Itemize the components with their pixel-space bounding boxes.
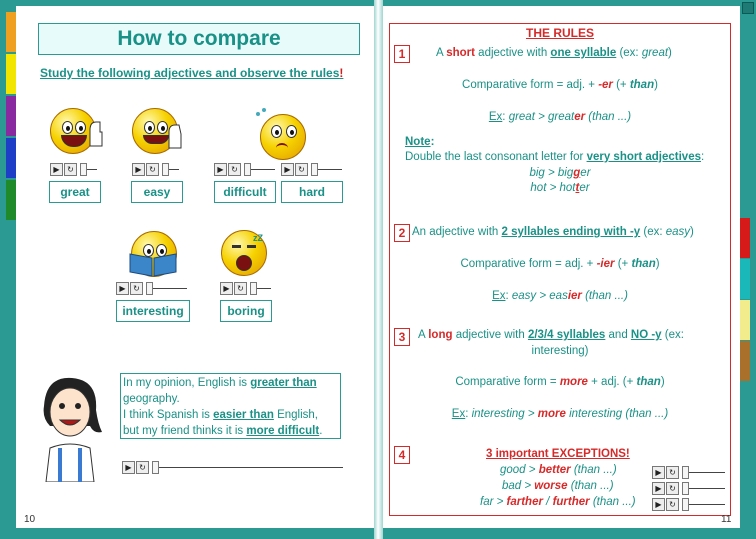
note-label: Note: bbox=[405, 136, 435, 148]
tab-brown[interactable] bbox=[740, 341, 750, 381]
replay-icon[interactable]: ↻ bbox=[666, 466, 679, 479]
word-difficult[interactable]: difficult bbox=[214, 181, 276, 203]
rule-3-number: 3 bbox=[394, 328, 410, 346]
left-page bbox=[16, 6, 374, 528]
progress-handle[interactable] bbox=[146, 282, 153, 295]
rule-4-number: 4 bbox=[394, 446, 410, 464]
progress-handle[interactable] bbox=[250, 282, 257, 295]
left-color-tabs bbox=[6, 12, 16, 222]
rule-2-example: Ex: easy > easier (than ...) bbox=[492, 290, 628, 302]
progress-track[interactable] bbox=[257, 288, 271, 289]
sweat-drops-icon bbox=[254, 106, 270, 120]
rule-3-text-cont: interesting) bbox=[531, 345, 589, 357]
window-corner-button[interactable] bbox=[742, 2, 754, 14]
progress-track[interactable] bbox=[87, 169, 97, 170]
play-icon[interactable]: ▶ bbox=[652, 482, 665, 495]
instruction-text: Study the following adjectives and observe the rules! bbox=[40, 66, 344, 80]
progress-handle[interactable] bbox=[682, 482, 689, 495]
note-text: Double the last consonant letter for very short adjectives: bbox=[405, 151, 705, 163]
replay-icon[interactable]: ↻ bbox=[136, 461, 149, 474]
progress-handle[interactable] bbox=[682, 498, 689, 511]
book-spine bbox=[374, 0, 383, 539]
progress-track[interactable] bbox=[169, 169, 179, 170]
play-icon[interactable]: ▶ bbox=[122, 461, 135, 474]
rule-1-example: Ex: great > greater (than ...) bbox=[488, 111, 632, 123]
progress-handle[interactable] bbox=[152, 461, 159, 474]
tab-orange[interactable] bbox=[6, 12, 16, 52]
girl-character-icon bbox=[36, 376, 104, 482]
audio-player-bad bbox=[652, 482, 726, 496]
tab-red[interactable] bbox=[740, 218, 750, 258]
tab-cyan[interactable] bbox=[740, 259, 750, 299]
replay-icon[interactable]: ↻ bbox=[666, 482, 679, 495]
play-icon[interactable]: ▶ bbox=[652, 498, 665, 511]
progress-track[interactable] bbox=[689, 488, 725, 489]
rule-3-text: A long adjective with 2/3/4 syllables and NO -y (ex: bbox=[418, 329, 684, 341]
progress-handle[interactable] bbox=[162, 163, 169, 176]
rule-1-form: Comparative form = adj. + -er (+ than) bbox=[462, 79, 658, 91]
audio-player-interesting bbox=[116, 282, 188, 296]
thumbs-up-hand-icon bbox=[86, 118, 104, 148]
page-number-left: 10 bbox=[24, 514, 36, 525]
rule-2-number: 2 bbox=[394, 224, 410, 242]
tab-yellow[interactable] bbox=[6, 54, 16, 94]
play-icon[interactable]: ▶ bbox=[220, 282, 233, 295]
progress-track[interactable] bbox=[689, 504, 725, 505]
open-book-icon bbox=[128, 250, 178, 278]
speech-text: In my opinion, English is bbox=[123, 377, 251, 389]
tab-blue[interactable] bbox=[6, 138, 16, 178]
speech-highlight: greater than bbox=[250, 377, 317, 389]
exception-good: good > better (than ...) bbox=[500, 464, 617, 476]
progress-handle[interactable] bbox=[311, 163, 318, 176]
progress-handle[interactable] bbox=[682, 466, 689, 479]
rule-3-form: Comparative form = more + adj. (+ than) bbox=[455, 376, 665, 388]
tab-purple[interactable] bbox=[6, 96, 16, 136]
audio-player-speech bbox=[122, 461, 344, 475]
speech-box bbox=[120, 373, 341, 439]
progress-track[interactable] bbox=[318, 169, 342, 170]
note-example-hot: hot > hotter bbox=[530, 182, 590, 194]
page-number-right: 11 bbox=[721, 514, 732, 525]
replay-icon[interactable]: ↻ bbox=[130, 282, 143, 295]
right-color-tabs bbox=[740, 218, 750, 382]
play-icon[interactable]: ▶ bbox=[214, 163, 227, 176]
exception-far: far > farther / further (than ...) bbox=[480, 496, 636, 508]
right-page bbox=[383, 6, 740, 528]
note-example-big: big > bigger bbox=[529, 167, 591, 179]
audio-player-great bbox=[50, 163, 100, 177]
replay-icon[interactable]: ↻ bbox=[295, 163, 308, 176]
zzz-sleep-icon bbox=[253, 228, 271, 244]
audio-player-boring bbox=[220, 282, 272, 296]
play-icon[interactable]: ▶ bbox=[281, 163, 294, 176]
replay-icon[interactable]: ↻ bbox=[234, 282, 247, 295]
replay-icon[interactable]: ↻ bbox=[228, 163, 241, 176]
rule-2-text: An adjective with 2 syllables ending with -y (ex: easy) bbox=[412, 226, 694, 238]
play-icon[interactable]: ▶ bbox=[50, 163, 63, 176]
rule-3-example: Ex: interesting > more interesting (than ...) bbox=[451, 408, 669, 420]
exceptions-title: 3 important EXCEPTIONS! bbox=[486, 448, 630, 460]
replay-icon[interactable]: ↻ bbox=[146, 163, 159, 176]
progress-handle[interactable] bbox=[80, 163, 87, 176]
progress-track[interactable] bbox=[153, 288, 187, 289]
word-easy[interactable]: easy bbox=[131, 181, 183, 203]
speech-text: . bbox=[319, 425, 323, 437]
replay-icon[interactable]: ↻ bbox=[666, 498, 679, 511]
speech-highlight: easier than bbox=[213, 409, 274, 421]
ok-hand-icon bbox=[166, 122, 184, 150]
rule-1-text: A short adjective with one syllable (ex: great) bbox=[436, 47, 672, 59]
audio-player-hard bbox=[281, 163, 343, 177]
audio-player-difficult bbox=[214, 163, 276, 177]
play-icon[interactable]: ▶ bbox=[116, 282, 129, 295]
speech-text: I think Spanish is bbox=[123, 409, 214, 421]
word-interesting[interactable]: interesting bbox=[116, 300, 190, 322]
smiley-difficult-icon bbox=[260, 114, 306, 160]
page-title: How to compare bbox=[38, 23, 360, 55]
audio-player-far bbox=[652, 498, 726, 512]
rules-box bbox=[389, 23, 731, 516]
svg-text:zZ: zZ bbox=[253, 233, 263, 243]
progress-handle[interactable] bbox=[244, 163, 251, 176]
rule-2-form: Comparative form = adj. + -ier (+ than) bbox=[460, 258, 660, 270]
tab-green[interactable] bbox=[6, 180, 16, 220]
speech-text: geography. bbox=[123, 393, 180, 405]
exception-bad: bad > worse (than ...) bbox=[502, 480, 614, 492]
speech-text: but my friend thinks it is bbox=[123, 425, 247, 437]
audio-player-easy bbox=[132, 163, 182, 177]
progress-track[interactable] bbox=[251, 169, 275, 170]
word-hard[interactable]: hard bbox=[281, 181, 343, 203]
rules-heading: THE RULES bbox=[525, 26, 594, 40]
rule-1-number: 1 bbox=[394, 45, 410, 63]
word-boring[interactable]: boring bbox=[220, 300, 272, 322]
speech-text: English, bbox=[273, 409, 318, 421]
progress-track[interactable] bbox=[689, 472, 725, 473]
play-icon[interactable]: ▶ bbox=[652, 466, 665, 479]
speech-highlight: more difficult bbox=[246, 425, 320, 437]
word-great[interactable]: great bbox=[49, 181, 101, 203]
tab-light-yellow[interactable] bbox=[740, 300, 750, 340]
replay-icon[interactable]: ↻ bbox=[64, 163, 77, 176]
progress-track[interactable] bbox=[159, 467, 343, 468]
audio-player-good bbox=[652, 466, 726, 480]
play-icon[interactable]: ▶ bbox=[132, 163, 145, 176]
